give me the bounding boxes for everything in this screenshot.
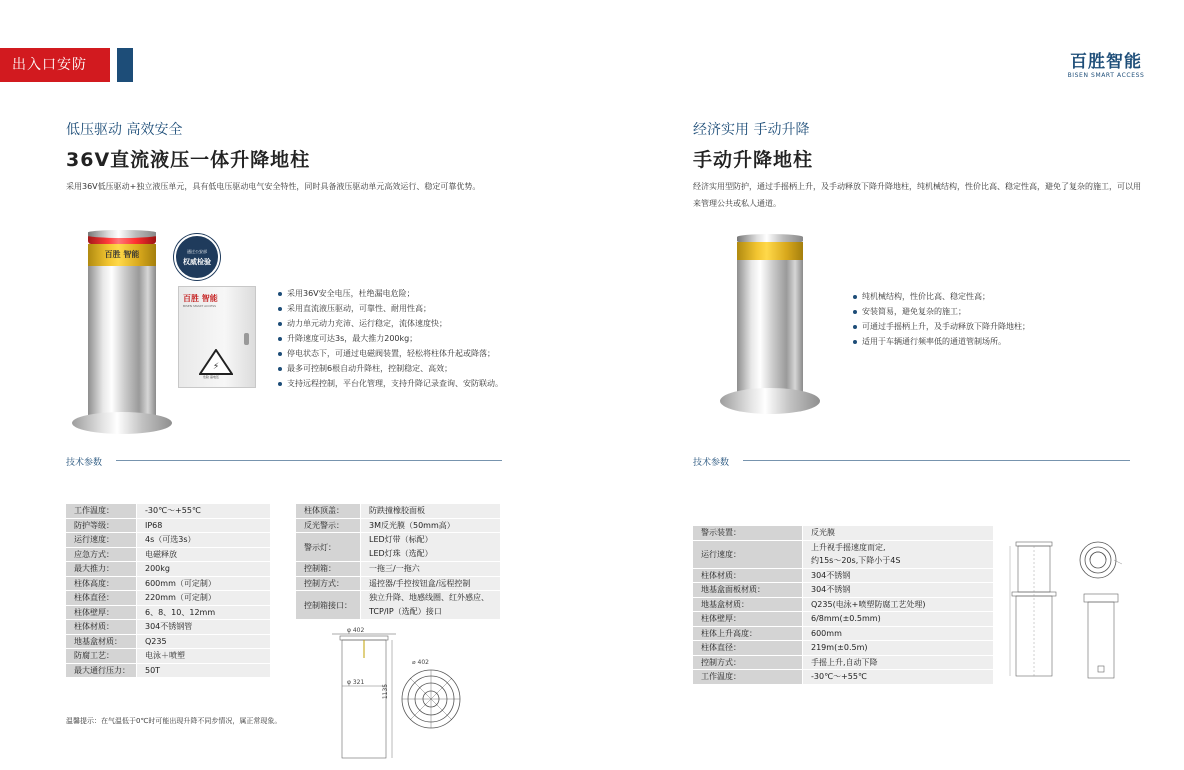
table-row: 柱体顶盖： 防跌撞橡胶面板	[296, 504, 500, 519]
control-box-image	[178, 286, 256, 388]
left-spec-divider	[116, 460, 502, 461]
table-row: 防护等级： IP68	[66, 519, 270, 534]
svg-text:⚡: ⚡	[212, 362, 220, 372]
brand-logo	[1060, 52, 1152, 80]
control-box-warning: 危险 高电压	[203, 375, 219, 379]
table-row: 控制箱： 一拖三/一拖六	[296, 562, 500, 577]
manual-bollard-front-drawing	[1080, 592, 1122, 682]
right-description: 经济实用型防护，通过手摇柄上升，及手动释放下降升降地柱，纯机械结构，性价比高、稳定性高，避免了复杂的施工，可以用来管理公共或私人通道。	[693, 182, 1141, 208]
left-spec-table-1	[66, 504, 270, 678]
control-box-logo: 百胜 智能	[183, 294, 218, 303]
left-spec-label: 技术参数	[66, 458, 103, 468]
table-row: 地基盒材质： Q235(电泳+喷塑防腐工艺处理)	[693, 598, 993, 613]
table-row: 地基盒面板材质： 304不锈钢	[693, 583, 993, 598]
manual-bollard-plan-drawing	[1078, 540, 1124, 582]
list-item: 升降速度可达3s，最大推力200kg；	[278, 331, 518, 346]
certification-badge	[174, 234, 220, 280]
list-item: 纯机械结构，性价比高、稳定性高；	[853, 289, 1113, 304]
left-spec-table-2	[296, 504, 500, 620]
list-item: 采用直流液压驱动，可靠性、耐用性高；	[278, 301, 518, 316]
table-row: 警示装置： 反光膜	[693, 526, 993, 541]
list-item: 最多可控制6根自动升降柱，控制稳定、高效；	[278, 361, 518, 376]
list-item: 适用于车辆通行频率低的通道管制场所。	[853, 334, 1113, 349]
table-row: 柱体直径： 220mm（可定制）	[66, 591, 270, 606]
table-row: 应急方式： 电磁释放	[66, 548, 270, 563]
dim-mid: φ 321	[347, 679, 365, 686]
manual-bollard-image	[720, 232, 820, 422]
bollard-plan-view-drawing	[400, 668, 462, 730]
left-title: 36V直流液压一体升降地柱	[66, 149, 311, 171]
table-row: 地基盒材质： Q235	[66, 635, 270, 650]
list-item: 安装简易，避免复杂的施工；	[853, 304, 1113, 319]
table-row: 最大通行压力： 50T	[66, 664, 270, 679]
table-row: 工作温度： -30℃～+55℃	[66, 504, 270, 519]
table-row: 运行速度： 上升视手摇速度而定, 约15s～20s,下降小于4S	[693, 541, 993, 569]
table-row: 控制方式： 遥控器/手控按钮盒/远程控制	[296, 577, 500, 592]
badge-line1: 通过公安部	[187, 249, 207, 254]
brand-logo-text: 百胜智能	[1070, 52, 1142, 72]
table-row: 柱体材质： 304不锈钢管	[66, 620, 270, 635]
table-row: 柱体直径： 219m(±0.5m)	[693, 641, 993, 656]
table-row: 运行速度： 4s（可选3s）	[66, 533, 270, 548]
table-row: 控制箱接口： 独立升降、地感线圈、红外感应、 TCP/IP（选配）接口	[296, 591, 500, 620]
dim-plan: ⌀ 402	[412, 659, 429, 666]
right-spec-table	[693, 526, 993, 685]
table-row: 警示灯： LED灯带（标配） LED灯珠（选配）	[296, 533, 500, 562]
table-row: 柱体上升高度： 600mm	[693, 627, 993, 642]
left-feature-list	[278, 286, 518, 391]
table-row: 工作温度： -30℃～+55℃	[693, 670, 993, 685]
list-item: 可通过手摇柄上升，及手动释放下降升降地柱；	[853, 319, 1113, 334]
list-item: 支持远程控制，平台化管理，支持升降记录查询、安防联动。	[278, 376, 518, 391]
table-row: 柱体材质： 304不锈钢	[693, 569, 993, 584]
table-row: 柱体高度： 600mm（可定制）	[66, 577, 270, 592]
right-spec-label: 技术参数	[693, 458, 730, 468]
table-row: 控制方式： 手摇上升,自动下降	[693, 656, 993, 671]
list-item: 动力单元动力充沛、运行稳定，流体速度快；	[278, 316, 518, 331]
right-title: 手动升降地柱	[693, 149, 814, 171]
list-item: 停电状态下，可通过电磁阀装置，轻松将柱体升起或降落；	[278, 346, 518, 361]
section-tab: 出入口安防	[0, 48, 110, 82]
left-subtitle: 低压驱动 高效安全	[66, 122, 183, 138]
dim-height: 1135	[382, 683, 390, 700]
manual-bollard-side-drawing	[1006, 540, 1068, 680]
bollard-band-logo: 百胜 智能	[88, 244, 156, 266]
brand-logo-subtext: BISEN SMART ACCESS	[1067, 72, 1145, 79]
right-feature-list	[853, 289, 1113, 349]
table-row: 防腐工艺： 电泳＋喷塑	[66, 649, 270, 664]
dim-top: φ 402	[347, 627, 365, 634]
temperature-note: 温馨提示：在气温低于0℃时可能出现升降不同步情况，属正常现象。	[66, 717, 282, 725]
section-tab-accent	[117, 48, 133, 82]
right-spec-divider	[743, 460, 1130, 461]
left-description: 采用36V低压驱动+独立液压单元，具有低电压驱动电气安全特性，同时具备液压驱动单元高效运行、稳定可靠优势。	[66, 182, 481, 191]
warning-triangle-icon	[199, 349, 233, 375]
badge-line2: 权威检验	[183, 258, 211, 266]
table-row: 柱体壁厚： 6/8mm(±0.5mm)	[693, 612, 993, 627]
table-row: 最大推力： 200kg	[66, 562, 270, 577]
table-row: 反光警示： 3M反光膜（50mm高）	[296, 519, 500, 534]
control-box-logo-sub: BISEN SMART ACCESS	[183, 304, 217, 308]
right-subtitle: 经济实用 手动升降	[693, 122, 810, 138]
list-item: 采用36V安全电压，杜绝漏电危险；	[278, 286, 518, 301]
hydraulic-bollard-image	[84, 228, 174, 438]
table-row: 柱体壁厚： 6、8、10、12mm	[66, 606, 270, 621]
